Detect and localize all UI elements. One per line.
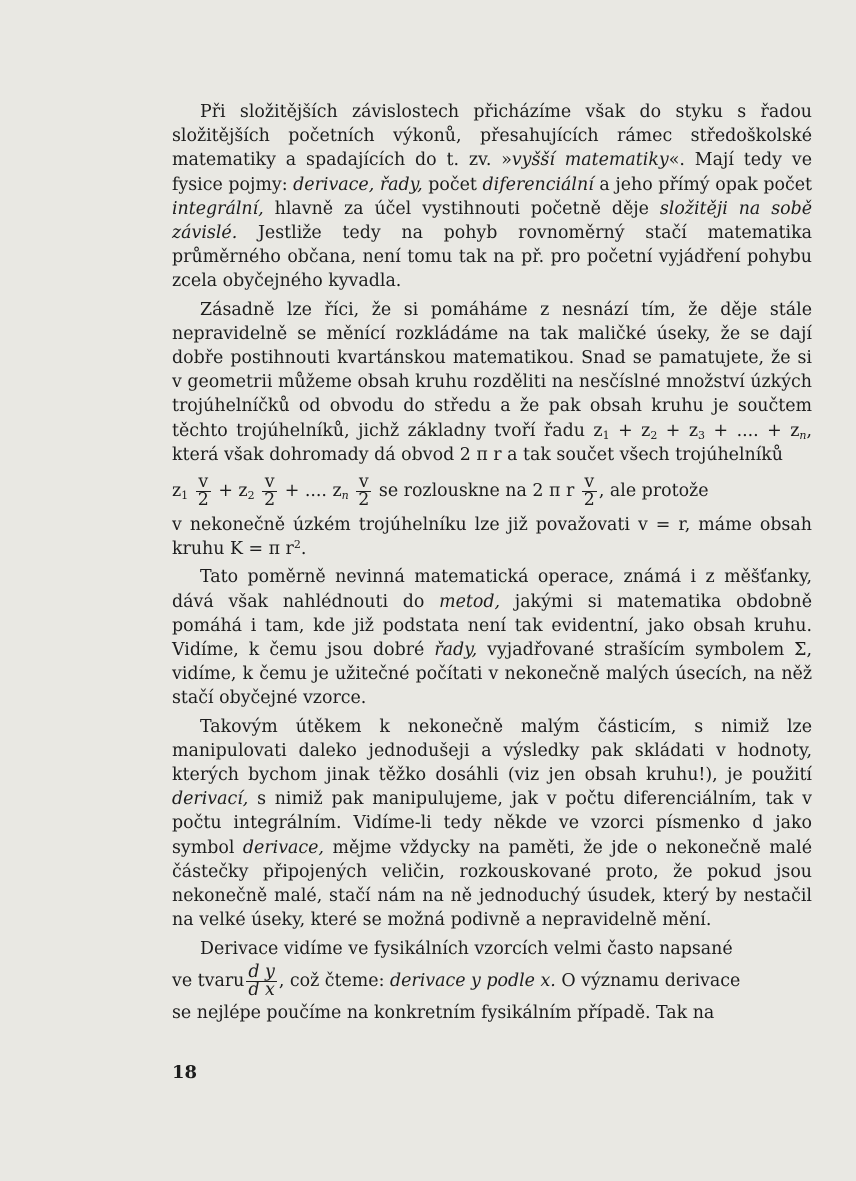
fraction: $\frac{v}{2}$ xyxy=(583,472,595,511)
text-segment: složitěji na sobě závislé. xyxy=(172,198,813,244)
text-segment: v nekonečně úzkém trojúhelníku lze již považovati v = r, máme obsah kruhu K = π r xyxy=(172,515,812,560)
text-segment: , která však dohromady dá obvod 2 π r a tak součet všech trojúhelníků xyxy=(172,420,813,465)
text-segment: Zásadně lze říci, že si pomáháme z nesnází tím, že děje stále nepravidelně se měnící rozkládáme na tak maličké úseky, že se dají dobře postihnouti kvartánskou matematikou. Snad se pamatujete, že si v geometrii můžeme obsah kruhu rozděliti na nesčíslné množství úzkých trojúhelníčků od obvodu do středu a že pak obsah kruhu je součtem těchto trojúhelníků, jichž základny tvoří řadu z xyxy=(172,299,812,441)
text-segment: derivace, xyxy=(242,837,324,858)
text-segment: derivace, řady, xyxy=(293,174,423,195)
text-segment: 1 xyxy=(602,428,610,442)
paragraph xyxy=(172,565,812,710)
text-segment: «. Mají tedy ve fysice pojmy: xyxy=(172,150,812,195)
paragraph xyxy=(172,1001,812,1025)
text-segment: jakými si matematika obdobně pomáhá i tam, kde již podstata není tak evidentní, jako obsah kruhu. Vidíme, k čemu jsou dobré xyxy=(172,591,812,661)
text-segment: . xyxy=(300,539,307,560)
fraction: $\frac{v}{2}$ xyxy=(358,472,370,511)
text-segment: integrální, xyxy=(172,198,264,219)
derivative-fraction: $\frac{\text{d y}}{\text{d x}}$ xyxy=(248,961,275,1000)
derivative-line: ve tvaru $\frac{\text{d y}}{\text{d x}}$ , což čteme: derivace y podle x. O významu derivace xyxy=(172,961,741,1000)
text-segment: hlavně za účel vystihnouti početně děje xyxy=(263,198,660,219)
body-text xyxy=(172,100,812,1025)
text-segment: Takovým útěkem k nekonečně malým částicím, s nimiž lze manipulovati daleko jednodušeji a výsledky pak skládati v hodnoty, kterých bychom jinak těžko dosáhli (viz jen obsah kruhu!), je použití xyxy=(172,716,812,786)
text-segment: + .... + z xyxy=(705,420,800,441)
paragraph xyxy=(172,298,812,467)
fraction: $\frac{v}{2}$ xyxy=(264,472,276,511)
series-formula: $z_1$ $\frac{v}{2}$ + $z_2$ $\frac{v}{2}$ + .... $z_n$ $\frac{v}{2}$ se rozlouskne na 2 π r $\frac{v}{2}$ , ale protože xyxy=(172,472,709,511)
text-segment: Tato poměrně nevinná matematická operace, známá i z měšťanky, dává však nahlédnouti do xyxy=(172,567,812,612)
text-segment: mějme vždycky na paměti, že jde o nekonečně malé částečky připojených veličin, rozkouskované proto, že pokud jsou nekonečně malé, stačí nám na ně jednoduchý úsudek, který by nestačil na velké úseky, které se možná podivně a nepravidelně mění. xyxy=(172,837,812,931)
paragraph xyxy=(172,100,812,294)
text-segment: n xyxy=(799,428,807,442)
text-segment: se nejlépe poučíme na konkretním fysikálním případě. Tak na xyxy=(172,1002,715,1023)
text-segment: počet xyxy=(422,174,483,195)
paragraph xyxy=(172,937,812,961)
paragraph xyxy=(172,715,812,933)
text-segment: derivací, xyxy=(172,789,249,810)
text-segment: vyšší matematiky xyxy=(511,150,669,171)
text-segment: 2 xyxy=(650,428,658,442)
text-segment: řady, xyxy=(434,640,478,661)
text-segment: vyjadřované strašícím symbolem Σ, vidíme, k čemu je užitečné počítati v nekonečně malých úsecích, na něž stačí obyčejné vzorce. xyxy=(172,640,812,709)
text-segment: metod, xyxy=(439,591,501,612)
text-segment: a jeho přímý opak počet xyxy=(593,174,812,195)
text-segment: Jestliže tedy na pohyb rovnoměrný stačí matematika průměrného občana, není tomu tak na př. pro početní vyjádření pohybu zcela obyčejného kyvadla. xyxy=(172,223,812,292)
text-segment: 2 xyxy=(293,538,301,552)
fraction: $\frac{v}{2}$ xyxy=(197,472,209,511)
text-segment: s nimiž pak manipulujeme, jak v počtu diferenciálním, tak v počtu integrálním. Vidíme-li tedy někde ve vzorci písmenko d jako symbol xyxy=(172,789,812,858)
text-segment: Při složitějších závislostech přicházíme však do styku s řadou složitějších početních výkonů, přesahujících rámec středoškolské matematiky a spadajících do t. zv. » xyxy=(172,102,812,171)
page-number: 18 xyxy=(172,1062,198,1083)
text-segment: + z xyxy=(609,420,651,441)
text-segment: + z xyxy=(657,420,699,441)
text-segment: Derivace vidíme ve fysikálních vzorcích velmi často napsané xyxy=(200,938,733,959)
text-segment: diferenciální xyxy=(482,174,594,195)
paragraph xyxy=(172,513,812,561)
text-segment: 3 xyxy=(698,428,706,442)
